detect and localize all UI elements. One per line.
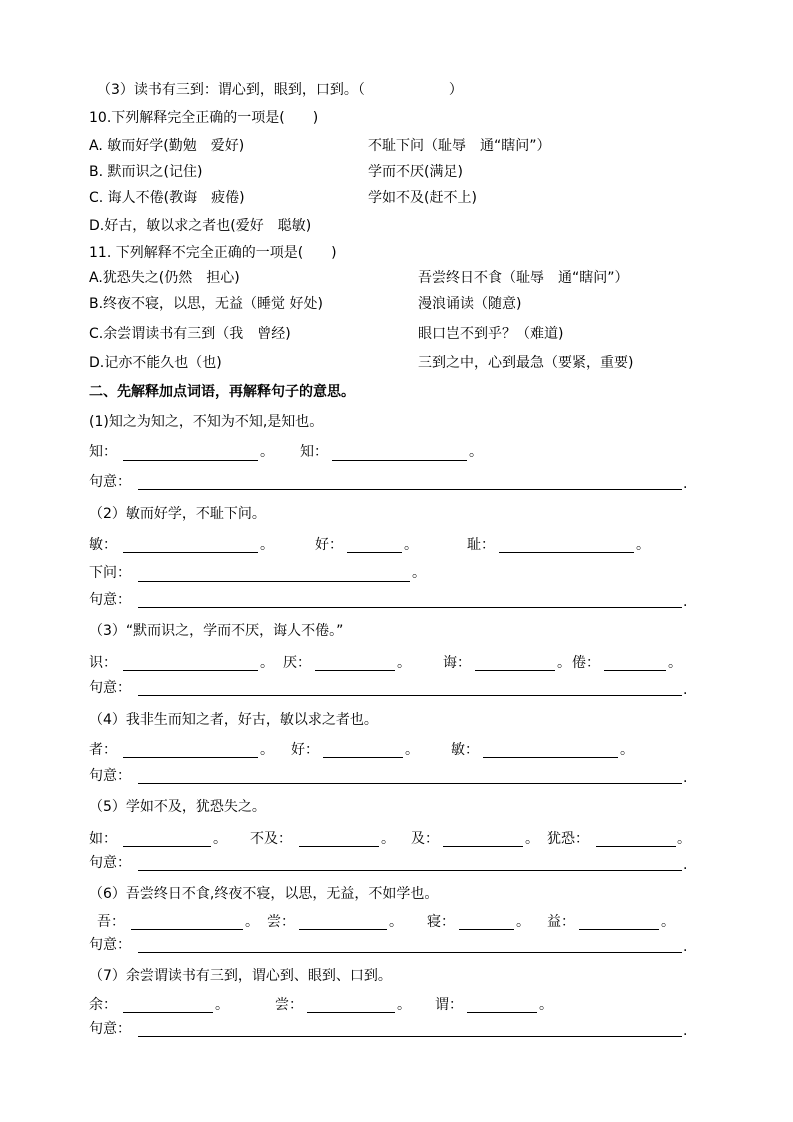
q10-option-a2: 不耻下问（耻辱 通“瞎问”）: [368, 138, 551, 154]
p3-blank-1[interactable]: [123, 669, 258, 671]
p6-meaning-dot: .: [683, 939, 688, 955]
p1-period-1: 。: [260, 444, 274, 460]
p5-blank-2[interactable]: [299, 845, 379, 847]
p5-blank-4[interactable]: [596, 845, 676, 847]
p4-blank-1[interactable]: [123, 756, 258, 758]
p3-meaning-label: 句意：: [89, 680, 131, 696]
question-10-title: 10.下列解释完全正确的一项是( ): [89, 110, 319, 126]
p6-blank-1[interactable]: [131, 928, 243, 930]
p1-label-1: 知：: [89, 444, 117, 460]
p6-label-4: 益：: [547, 914, 575, 930]
p5-blank-1[interactable]: [123, 845, 211, 847]
p4-label-1: 者：: [89, 742, 117, 758]
p3-period-4: 。: [668, 655, 682, 671]
p4-period-2: 。: [405, 742, 419, 758]
p5-meaning-blank[interactable]: [138, 869, 682, 871]
p1-meaning-label: 句意：: [89, 474, 131, 490]
p5-meaning-label: 句意：: [89, 855, 131, 871]
q11-option-a: A.犹恐失之(仍然 担心): [89, 270, 240, 286]
p2-meaning-label: 句意：: [89, 592, 131, 608]
p3-label-3: 诲：: [443, 655, 471, 671]
q10-option-c: C. 诲人不倦(教诲 疲倦): [89, 190, 245, 206]
p6-meaning-blank[interactable]: [138, 951, 682, 953]
p7-period-3: 。: [539, 997, 553, 1013]
p3-sentence: （3）“默而识之，学而不厌，诲人不倦。”: [89, 623, 344, 639]
p7-meaning-blank[interactable]: [138, 1035, 682, 1037]
p3-meaning-dot: .: [683, 682, 688, 698]
p6-period-2: 。: [389, 914, 403, 930]
p4-meaning-dot: .: [683, 770, 688, 786]
p5-period-4: 。: [677, 831, 691, 847]
p5-period-2: 。: [381, 831, 395, 847]
p4-period-3: 。: [620, 742, 634, 758]
p7-sentence: （7）余尝谓读书有三到，谓心到、眼到、口到。: [89, 968, 392, 984]
q10-option-d: D.好古，敏以求之者也(爱好 聪敏): [89, 218, 312, 234]
p3-period-3: 。: [557, 655, 571, 671]
p6-period-3: 。: [516, 914, 530, 930]
q11-option-c: C.余尝谓读书有三到（我 曾经): [89, 326, 291, 342]
p1-sentence: (1)知之为知之，不知为不知,是知也。: [89, 414, 324, 430]
p6-label-2: 尝：: [267, 914, 295, 930]
p4-meaning-label: 句意：: [89, 768, 131, 784]
q10-option-c2: 学如不及(赶不上): [368, 190, 477, 206]
p4-label-3: 敏：: [451, 742, 479, 758]
p3-blank-2[interactable]: [315, 669, 395, 671]
p6-period-4: 。: [661, 914, 675, 930]
p1-blank-2[interactable]: [332, 459, 467, 461]
question-11-title: 11. 下列解释不完全正确的一项是( ): [89, 245, 337, 261]
p2-blank-4[interactable]: [138, 580, 410, 582]
p7-label-2: 尝：: [275, 997, 303, 1013]
p5-label-3: 及：: [411, 831, 439, 847]
q11-option-c2: 眼口岂不到乎？（难道): [418, 326, 564, 342]
q11-option-b: B.终夜不寝，以思，无益（睡觉 好处): [89, 296, 323, 312]
p7-period-1: 。: [215, 997, 229, 1013]
p6-label-3: 寝：: [427, 914, 455, 930]
p6-blank-4[interactable]: [579, 928, 659, 930]
p4-period-1: 。: [260, 742, 274, 758]
p4-blank-2[interactable]: [323, 756, 403, 758]
p3-period-1: 。: [260, 655, 274, 671]
p2-blank-2[interactable]: [347, 551, 402, 553]
q11-option-d2: 三到之中，心到最急（要紧，重要): [418, 355, 634, 371]
q10-option-b2: 学而不厌(满足): [368, 164, 463, 180]
p5-sentence: （5）学如不及，犹恐失之。: [89, 799, 266, 815]
p5-label-2: 不及：: [250, 831, 292, 847]
p2-label-3: 耻：: [467, 537, 495, 553]
q11-option-a2: 吾尝终日不食（耻辱 通“瞎问”）: [418, 270, 629, 286]
p4-blank-3[interactable]: [483, 756, 618, 758]
p2-label-2: 好：: [315, 537, 343, 553]
p3-meaning-blank[interactable]: [138, 694, 682, 696]
p2-period-4: 。: [412, 565, 426, 581]
p7-meaning-dot: .: [683, 1023, 688, 1039]
p5-label-1: 如：: [89, 831, 117, 847]
p1-label-2: 知：: [300, 444, 328, 460]
p2-label-4: 下问：: [89, 565, 131, 581]
p5-label-4: 犹恐：: [547, 831, 589, 847]
p1-period-2: 。: [469, 444, 483, 460]
p4-sentence: （4）我非生而知之者，好古，敏以求之者也。: [89, 712, 378, 728]
p1-meaning-dot: .: [683, 476, 688, 492]
q10-option-a: A. 敏而好学(勤勉 爱好): [89, 138, 245, 154]
p5-blank-3[interactable]: [443, 845, 523, 847]
p3-label-2: 厌：: [283, 655, 311, 671]
p1-meaning-blank[interactable]: [138, 488, 682, 490]
p7-label-3: 谓：: [435, 997, 463, 1013]
p3-label-1: 识：: [89, 655, 117, 671]
p2-blank-3[interactable]: [499, 551, 634, 553]
p5-period-3: 。: [525, 831, 539, 847]
p2-period-3: 。: [636, 537, 650, 553]
section-2-heading: 二、先解释加点词语，再解释句子的意思。: [89, 384, 355, 400]
q10-option-b: B. 默而识之(记住): [89, 164, 203, 180]
p7-period-2: 。: [397, 997, 411, 1013]
p7-blank-3[interactable]: [467, 1011, 537, 1013]
p6-meaning-label: 句意：: [89, 937, 131, 953]
p5-period-1: 。: [213, 831, 227, 847]
question-3-item: （3）读书有三到：谓心到，眼到，口到。（ ）: [97, 82, 463, 98]
p2-label-1: 敏：: [89, 537, 117, 553]
p7-blank-1[interactable]: [123, 1011, 213, 1013]
p6-label-1: 吾：: [97, 914, 125, 930]
p6-blank-2[interactable]: [299, 928, 387, 930]
p6-period-1: 。: [245, 914, 259, 930]
p5-meaning-dot: .: [683, 857, 688, 873]
p7-label-1: 余：: [89, 997, 117, 1013]
p2-meaning-blank[interactable]: [138, 606, 682, 608]
p3-label-4: 倦：: [572, 655, 600, 671]
p3-period-2: 。: [397, 655, 411, 671]
p1-blank-1[interactable]: [123, 459, 258, 461]
p2-period-1: 。: [260, 537, 274, 553]
p2-meaning-dot: .: [683, 594, 688, 610]
p6-blank-3[interactable]: [459, 928, 514, 930]
p7-meaning-label: 句意：: [89, 1021, 131, 1037]
p3-blank-4[interactable]: [604, 669, 666, 671]
p4-meaning-blank[interactable]: [138, 782, 682, 784]
p6-sentence: （6）吾尝终日不食,终夜不寝，以思，无益，不如学也。: [89, 886, 439, 902]
p2-sentence: （2）敏而好学，不耻下问。: [89, 506, 266, 522]
p2-blank-1[interactable]: [123, 551, 258, 553]
p7-blank-2[interactable]: [307, 1011, 395, 1013]
q11-option-b2: 漫浪诵读（随意): [418, 296, 522, 312]
p4-label-2: 好：: [291, 742, 319, 758]
p2-period-2: 。: [404, 537, 418, 553]
p3-blank-3[interactable]: [475, 669, 555, 671]
q11-option-d: D.记亦不能久也（也): [89, 355, 222, 371]
